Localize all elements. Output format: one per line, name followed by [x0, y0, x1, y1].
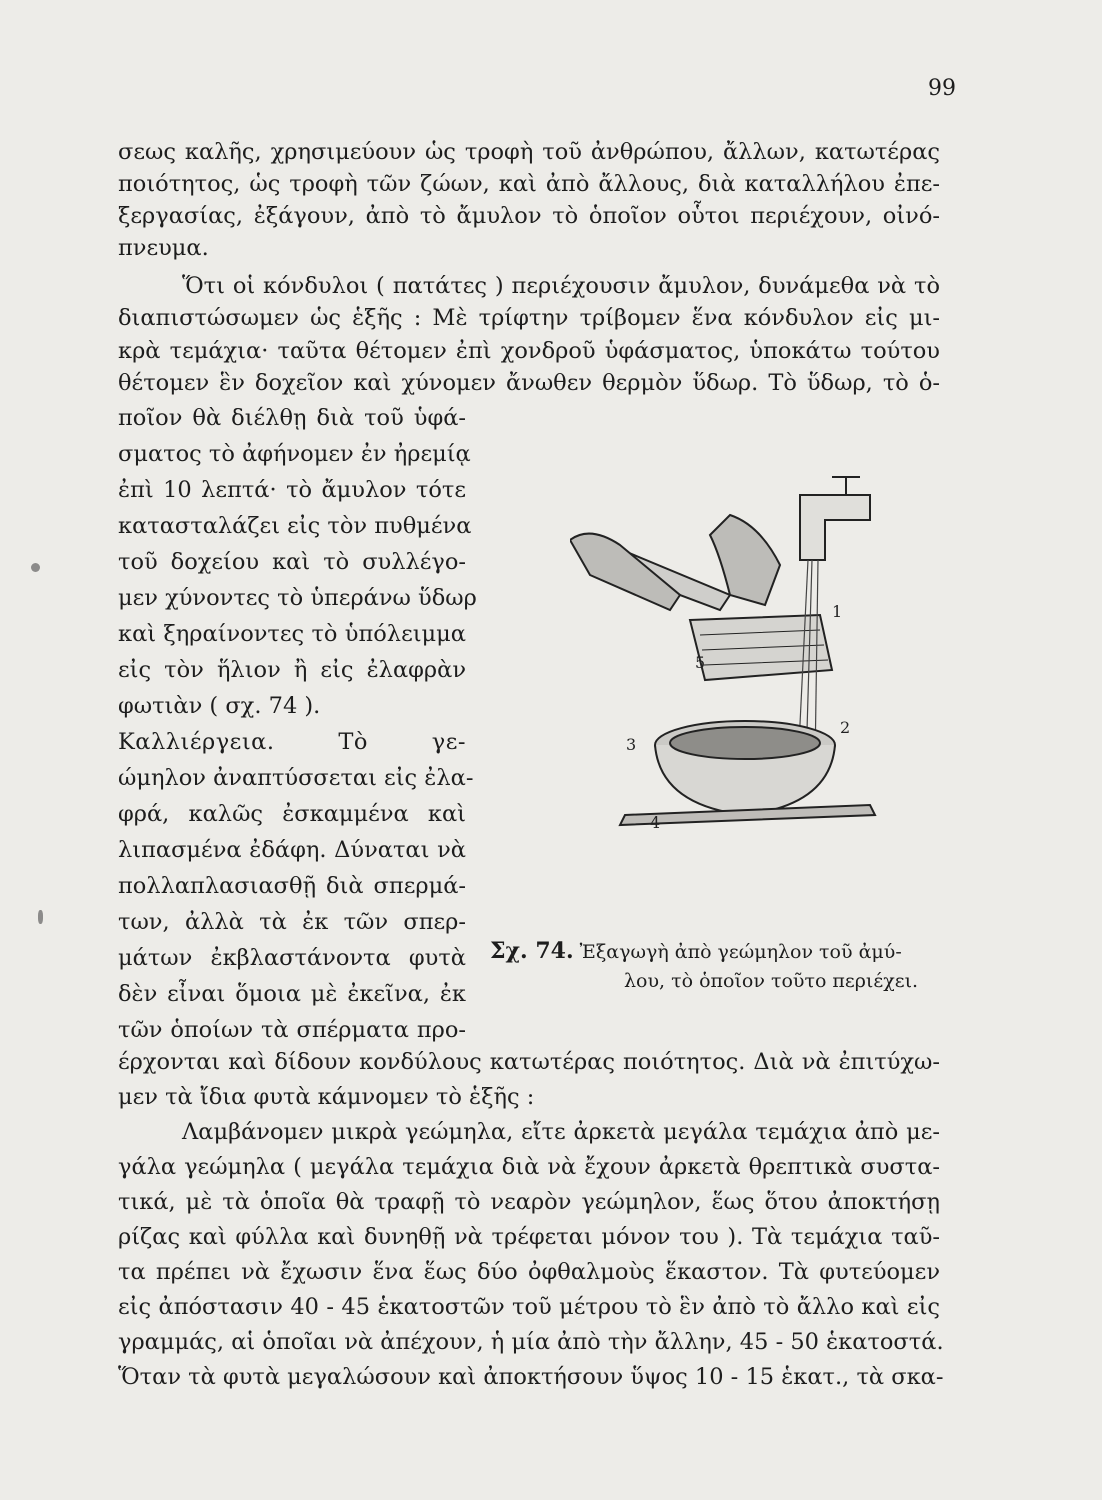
label-4: 4 — [650, 813, 661, 832]
text-line: ξεργασίας, ἐξάγουν, ἀπὸ τὸ ἄμυλον τὸ ὁποῖον οὗτοι περιέχουν, οἰνό- — [118, 203, 940, 229]
bowl-icon — [620, 721, 875, 825]
text-line: Καλλιέργεια. Τὸ γε- — [118, 729, 466, 755]
text-line: Λαμβάνομεν μικρὰ γεώμηλα, εἴτε ἀρκετὰ μεγάλα τεμάχια ἀπὸ με- — [182, 1119, 940, 1145]
page-number: 99 — [928, 76, 956, 101]
text-line: φρά, καλῶς ἐσκαμμένα καὶ — [118, 801, 466, 827]
text-line: κατασταλάζει εἰς τὸν πυθμένα — [118, 513, 472, 539]
text-line: ποῖον θὰ διέλθῃ διὰ τοῦ ὑφά- — [118, 405, 466, 431]
text-line: πνευμα. — [118, 235, 209, 261]
text-line: μάτων ἐκβλαστάνοντα φυτὰ — [118, 945, 466, 971]
label-3: 3 — [626, 735, 637, 754]
text-line: λιπασμένα ἐδάφη. Δύναται νὰ — [118, 837, 466, 863]
label-5: 5 — [695, 653, 706, 672]
text-line: πολλαπλασιασθῇ διὰ σπερμά- — [118, 873, 466, 899]
hand-icon — [570, 515, 780, 610]
text-line: Ὅταν τὰ φυτὰ μεγαλώσουν καὶ ἀποκτήσουν ὕψος 10 - 15 ἑκατ., τὰ σκα- — [118, 1364, 944, 1390]
figure-caption-line1: Σχ. 74. Ἐξαγωγὴ ἀπὸ γεώμηλον τοῦ ἀμύ- — [490, 938, 902, 964]
label-1: 1 — [832, 602, 843, 621]
text-line: Ὅτι οἱ κόνδυλοι ( πατάτες ) περιέχουσιν ἄμυλον, δυνάμεθα νὰ τὸ — [182, 273, 940, 299]
text-line: τοῦ δοχείου καὶ τὸ συλλέγο- — [118, 549, 466, 575]
text-line: ἐπὶ 10 λεπτά· τὸ ἄμυλον τότε — [118, 477, 466, 503]
text-line: εἰς τὸν ἥλιον ἢ εἰς ἐλαφρὰν — [118, 657, 466, 683]
faucet-icon — [800, 477, 870, 560]
text-line: γάλα γεώμηλα ( μεγάλα τεμάχια διὰ νὰ ἔχουν ἀρκετὰ θρεπτικὰ συστα- — [118, 1154, 940, 1180]
text-line: σματος τὸ ἀφήνομεν ἐν ἠρεμίᾳ — [118, 441, 471, 467]
text-line: διαπιστώσωμεν ὡς ἑξῆς : Μὲ τρίφτην τρίβομεν ἕνα κόνδυλον εἰς μι- — [118, 305, 940, 331]
text-line: καὶ ξηραίνοντες τὸ ὑπόλειμμα — [118, 621, 466, 647]
text-line: τα πρέπει νὰ ἔχωσιν ἕνα ἕως δύο ὀφθαλμοὺς ἕκαστον. Τὰ φυτεύομεν — [118, 1259, 940, 1285]
ink-spot — [38, 910, 43, 924]
text-line: δὲν εἶναι ὅμοια μὲ ἐκεῖνα, ἐκ — [118, 981, 466, 1007]
text-line: ρίζας καὶ φύλλα καὶ δυνηθῇ νὰ τρέφεται μόνον του ). Τὰ τεμάχια ταῦ- — [118, 1224, 940, 1250]
text-line: μεν τὰ ἴδια φυτὰ κάμνομεν τὸ ἑξῆς : — [118, 1084, 535, 1110]
text-line: κρὰ τεμάχια· ταῦτα θέτομεν ἐπὶ χονδροῦ ὑφάσματος, ὑποκάτω τούτου — [118, 338, 940, 364]
figure-id: Σχ. 74. — [490, 938, 574, 964]
ink-spot — [31, 563, 40, 572]
text-line: ώμηλον ἀναπτύσσεται εἰς ἐλα- — [118, 765, 474, 791]
text-line: τικά, μὲ τὰ ὁποῖα θὰ τραφῇ τὸ νεαρὸν γεώμηλον, ἕως ὅτου ἀποκτήσῃ — [118, 1189, 940, 1215]
text-line: των, ἀλλὰ τὰ ἐκ τῶν σπερ- — [118, 909, 466, 935]
text-line: γραμμάς, αἱ ὁποῖαι νὰ ἀπέχουν, ἡ μία ἀπὸ τὴν ἄλλην, 45 - 50 ἑκατοστά. — [118, 1329, 944, 1355]
text-line: εἰς ἀπόστασιν 40 - 45 ἑκατοστῶν τοῦ μέτρου τὸ ἓν ἀπὸ τὸ ἄλλο καὶ εἰς — [118, 1294, 940, 1320]
text-line: έρχονται καὶ δίδουν κονδύλους κατωτέρας ποιότητος. Διὰ νὰ ἐπιτύχω- — [118, 1049, 940, 1075]
figure-illustration — [570, 465, 920, 855]
text-line: τῶν ὁποίων τὰ σπέρματα προ- — [118, 1017, 466, 1043]
text-line: σεως καλῆς, χρησιμεύουν ὡς τροφὴ τοῦ ἀνθρώπου, ἄλλων, κατωτέρας — [118, 139, 940, 165]
text-line: ποιότητος, ὡς τροφὴ τῶν ζώων, καὶ ἀπὸ ἄλλους, διὰ καταλλήλου ἐπε- — [118, 171, 940, 197]
text-line: μεν χύνοντες τὸ ὑπεράνω ὕδωρ — [118, 585, 477, 611]
label-2: 2 — [840, 718, 851, 737]
text-line: θέτομεν ἓν δοχεῖον καὶ χύνομεν ἄνωθεν θερμὸν ὕδωρ. Τὸ ὕδωρ, τὸ ὁ- — [118, 370, 940, 396]
text-line: φωτιὰν ( σχ. 74 ). — [118, 693, 321, 719]
figure-caption-line2: λου, τὸ ὁποῖον τοῦτο περιέχει. — [624, 970, 919, 992]
